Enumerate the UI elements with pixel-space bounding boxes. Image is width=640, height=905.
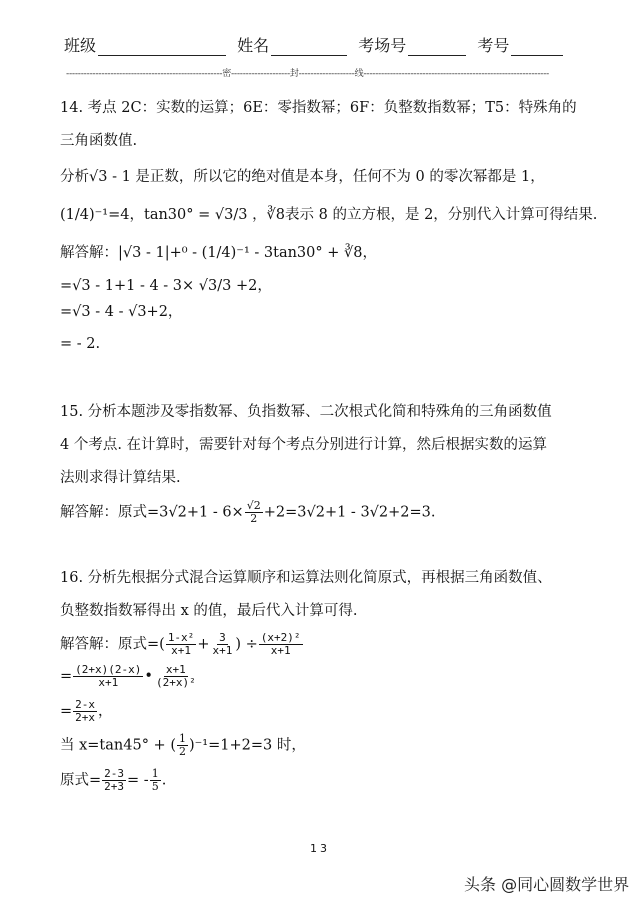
fraction xyxy=(259,632,303,657)
fraction xyxy=(150,768,161,793)
q14-solution-line3: =√3 - 4 - √3+2， xyxy=(60,304,183,320)
number-blank xyxy=(511,39,563,56)
fraction-numerator: (2+x)(2-x) xyxy=(75,663,142,676)
q14-title-line1: 14. 考点 2C：实数的运算；6E：零指数幂；6F：负整数指数幂；T5：特殊角的 xyxy=(60,100,577,116)
name-label: 姓名 xyxy=(237,36,270,55)
fraction-denominator: 2 xyxy=(250,512,258,525)
q16-sol4-prefix: 当 x=tan45° + ( xyxy=(60,737,176,754)
q16-sol5-mid: = - xyxy=(127,772,149,789)
plus-sign: + xyxy=(197,636,210,653)
class-label: 班级 xyxy=(64,36,97,55)
fraction-numerator: 2-3 xyxy=(104,767,125,780)
fraction-numerator: 1 xyxy=(151,767,159,780)
equals-sign: = xyxy=(60,703,73,720)
seal-dashes: ----------------------------------------------------- xyxy=(66,69,223,79)
seal-char-mi: 密 xyxy=(222,69,231,79)
q14-solution-line1: 解答解：|√3 - 1|+⁰ - (1/4)⁻¹ - 3tan30° + ∛8， xyxy=(60,245,377,261)
q14-analysis-part-c: ，∛8表示 8 的立方根，是 2，分别代入计算可得结果. xyxy=(252,207,598,223)
q14-title-line2: 三角函数值. xyxy=(60,133,138,149)
q16-solution-line4 xyxy=(60,733,306,758)
seal-char-xian: 线 xyxy=(354,69,364,79)
fraction xyxy=(73,664,143,689)
page-number: 13 xyxy=(310,842,330,855)
period: . xyxy=(161,772,167,789)
equals-sign: = xyxy=(60,668,73,685)
room-label: 考场号 xyxy=(358,36,407,55)
q15-fraction xyxy=(245,500,263,525)
q16-solution-line5 xyxy=(60,768,166,793)
seal-dashes: --------------------------------------------------------------- xyxy=(363,69,550,79)
fraction-numerator: 1 xyxy=(178,732,186,745)
q14-analysis-part-b: √3/3 xyxy=(214,207,248,223)
fraction-denominator: 2+3 xyxy=(104,780,125,793)
fraction xyxy=(177,733,188,758)
fraction-denominator: x+1 xyxy=(212,644,233,657)
fraction-denominator: x+1 xyxy=(171,644,191,657)
name-blank xyxy=(271,39,347,56)
q16-solution-line2 xyxy=(60,664,199,689)
q14-analysis-line2 xyxy=(60,205,597,225)
fraction xyxy=(102,768,126,793)
q16-sol1-prefix: 解答解：原式=( xyxy=(60,636,165,653)
seal-dashes: ------------------- xyxy=(298,69,355,79)
fraction-numerator: 1-x² xyxy=(167,631,195,644)
room-blank xyxy=(408,39,466,56)
seal-char-feng: 封 xyxy=(289,69,299,79)
fraction xyxy=(73,699,97,724)
q16-line1: 16. 分析先根据分式混合运算顺序和运算法则化简原式，再根据三角函数值、 xyxy=(60,570,552,586)
fraction xyxy=(210,632,234,657)
q16-solution-line1 xyxy=(60,632,304,657)
fraction-denominator: 2+x xyxy=(75,711,96,724)
q15-solution-prefix: 解答解：原式=3√2+1 - 6× xyxy=(60,504,244,521)
q15-solution xyxy=(60,500,436,525)
seal-line xyxy=(66,66,566,79)
fraction-denominator: (2+x)² xyxy=(155,676,196,689)
comma: ， xyxy=(98,703,113,720)
fraction-numerator: √2 xyxy=(246,499,261,512)
fraction-denominator: 5 xyxy=(151,780,159,793)
fraction xyxy=(154,664,198,689)
q16-sol4-suffix: )⁻¹=1+2=3 时， xyxy=(188,737,306,754)
q14-solution-line4: = - 2. xyxy=(60,336,101,352)
exam-header xyxy=(64,33,569,56)
watermark-text: 头条 @同心圆数学世界 xyxy=(464,875,630,894)
q16-solution-line3 xyxy=(60,699,113,724)
fraction-numerator: (x+2)² xyxy=(260,631,301,644)
q14-solution-line2: =√3 - 1+1 - 4 - 3× √3/3 +2， xyxy=(60,278,272,294)
q15-line3: 法则求得计算结果. xyxy=(60,470,181,486)
fraction-numerator: 2-x xyxy=(75,698,96,711)
q14-analysis-line1: 分析√3 - 1 是正数，所以它的绝对值是本身，任何不为 0 的零次幂都是 1， xyxy=(60,169,545,185)
q15-solution-suffix: +2=3√2+1 - 3√2+2=3. xyxy=(263,504,436,521)
fraction-numerator: x+1 xyxy=(165,663,186,676)
multiply-dot: • xyxy=(144,668,153,685)
fraction-denominator: 2 xyxy=(178,745,186,758)
fraction-denominator: x+1 xyxy=(270,644,291,657)
fraction-numerator: 3 xyxy=(219,631,226,644)
fraction-denominator: x+1 xyxy=(98,676,119,689)
number-label: 考号 xyxy=(477,36,510,55)
q15-line1: 15. 分析本题涉及零指数幂、负指数幂、二次根式化简和特殊角的三角函数值 xyxy=(60,404,552,420)
divide-sign: ) ÷ xyxy=(235,636,258,653)
q15-line2: 4 个考点. 在计算时，需要针对每个考点分别进行计算，然后根据实数的运算 xyxy=(60,437,548,453)
q16-line2: 负整数指数幂得出 x 的值，最后代入计算可得. xyxy=(60,603,358,619)
q14-analysis-part-a: (1/4)⁻¹=4，tan30° = xyxy=(60,207,211,223)
seal-dashes: -------------------- xyxy=(230,69,290,79)
watermark xyxy=(464,872,629,895)
fraction xyxy=(166,632,197,657)
class-blank xyxy=(98,39,226,56)
q16-sol5-prefix: 原式= xyxy=(60,772,102,789)
